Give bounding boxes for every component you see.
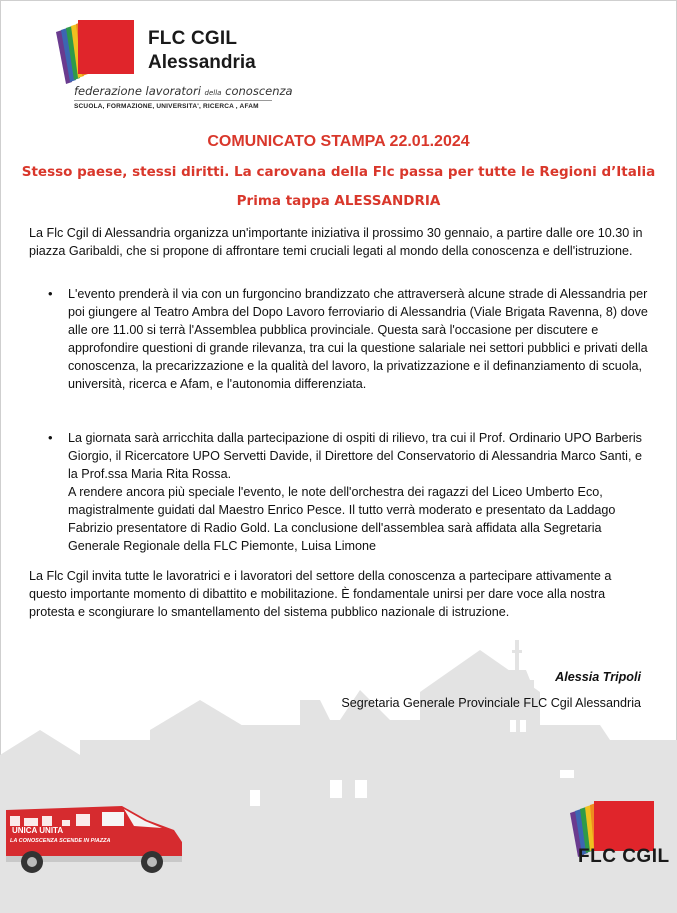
org-name: FLC CGIL xyxy=(148,28,238,49)
orchestra-text: A rendere ancora più speciale l'evento, le note dell'orchestra dei ragazzi del Liceo Umberto Eco, magistralmente guidati dal Maestro Enrico Pesce. Il tutto verrà moderato e presentato da Laddago Fabrizio presentatore di Radio Gold. La conclusione dell'assemblea sarà affidata alla Segretaria Generale Regionale della FLC Piemonte, Luisa Limone xyxy=(68,485,616,553)
first-stage-heading: Prima tappa ALESSANDRIA xyxy=(236,193,441,209)
intro-paragraph: La Flc Cgil di Alessandria organizza un'importante iniziativa il prossimo 30 gennaio, a partire dalle ore 10.30 in piazza Garibaldi, che si propone di affrontare temi cruciali legati al mondo della conoscenza e dell'istruzione. xyxy=(29,226,643,258)
sectors-line: SCUOLA, FORMAZIONE, UNIVERSITA', RICERCA , AFAM xyxy=(74,103,259,110)
bullet-icon: • xyxy=(48,430,53,445)
bullet-item-event: L'evento prenderà il via con un furgoncino brandizzato che attraverserà alcune strade di Alessandria per poi giungere al Teatro Ambra del Dopo Lavoro ferroviario di Alessandria (Viale Brigata Ravenna, 8) dove alle ore 11.00 si terrà l'Assemblea pubblica provinciale. Questa sarà l'occasione per discutere e approfondire questioni di grande rilevanza, tra cui la questione salariale nei settori pubblici e privati della conoscenza, la precarizzazione e la qualità del lavoro, la privatizzazione e il definanziamento di scuola, università, ricerca e Afam, e l'autonomia differenziata. xyxy=(68,287,648,391)
van-slogan: UNICA UNITA xyxy=(12,826,64,835)
logo-divider xyxy=(74,100,272,101)
bullet-item-guests xyxy=(68,429,648,555)
org-city: Alessandria xyxy=(148,52,256,73)
signature-name: Alessia Tripoli xyxy=(555,670,641,684)
footer-org-name: FLC CGIL xyxy=(578,846,670,867)
bullet-icon: • xyxy=(48,286,53,301)
logo-mark-icon xyxy=(54,18,146,86)
press-release-title: COMUNICATO STAMPA 22.01.2024 xyxy=(207,133,470,150)
flc-cgil-alessandria-logo xyxy=(54,18,293,118)
signature-role: Segretaria Generale Provinciale FLC Cgil Alessandria xyxy=(341,696,641,710)
closing-paragraph: La Flc Cgil invita tutte le lavoratrici e i lavoratori del settore della conoscenza a partecipare attivamente a questo importante momento di dibattito e mobilitazione. È fondamentale unirsi per dare voce alla nostra protesta e scongiurare lo smantellamento del sistema pubblico nazionale di istruzione. xyxy=(29,569,612,619)
van-subslogan: LA CONOSCENZA SCENDE IN PIAZZA xyxy=(10,838,111,844)
guests-text: La giornata sarà arricchita dalla partecipazione di ospiti di rilievo, tra cui il Prof. Ordinario UPO Barberis Giorgio, il Ricercatore UPO Servetti Davide, il Direttore del Conservatorio di Alessandria Marco Santi, e la Prof.ssa Maria Rita Rossa. xyxy=(68,431,642,481)
federation-tagline: federazione lavoratori della conoscenza xyxy=(74,84,293,98)
branded-van-illustration xyxy=(2,796,187,876)
press-release-subtitle: Stesso paese, stessi diritti. La carovana della Flc passa per tutte le Regioni d’Italia xyxy=(21,164,656,180)
